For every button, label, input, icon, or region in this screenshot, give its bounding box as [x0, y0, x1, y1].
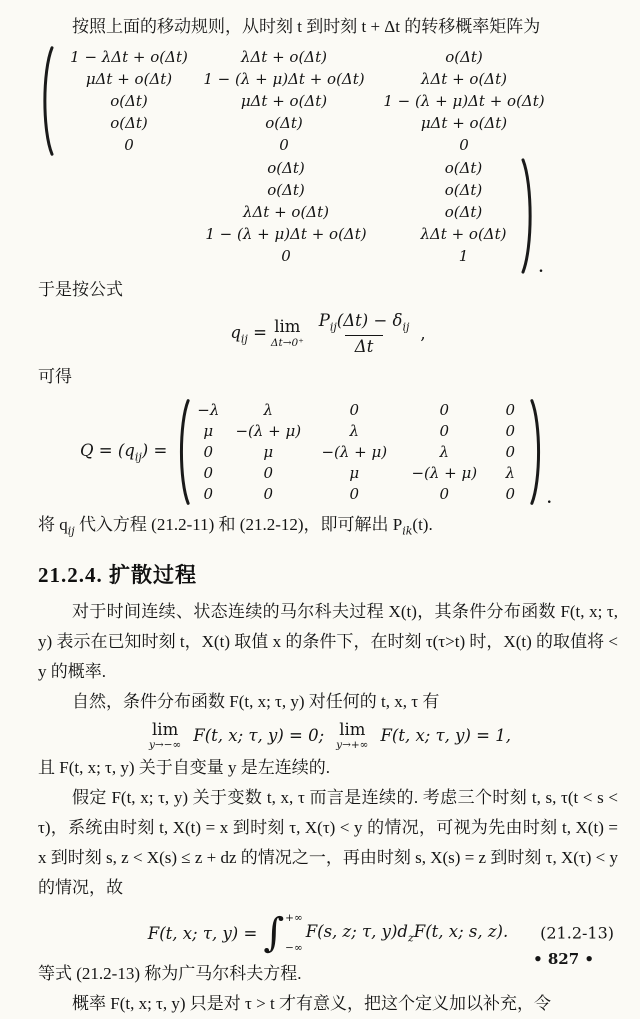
matrix-cell: λΔt + o(Δt) — [420, 70, 508, 88]
para-naturally: 自然，条件分布函数 F(t, x; τ, y) 对任何的 t, x, τ 有 — [72, 691, 440, 711]
ck-body — [306, 922, 509, 944]
matrix-cell: μΔt + o(Δt) — [240, 92, 328, 110]
num-P: P — [318, 311, 330, 330]
para-left-continuous: 且 F(t, x; τ, y) 关于自变量 y 是左连续的. — [38, 758, 331, 778]
qij-q-sub: ij — [240, 331, 248, 345]
transition-matrix-lower-block — [166, 157, 618, 275]
matrix-row — [166, 201, 521, 223]
matrix-cell: λ — [439, 443, 450, 462]
matrix-cell: 0 — [439, 422, 450, 441]
matrix-left-paren-icon — [38, 45, 54, 157]
matrix-row — [54, 134, 564, 156]
lim-subscript-2: y→+∞ — [336, 739, 369, 751]
matrix-cell: o(Δt) — [444, 203, 483, 221]
matrix-cell: 0 — [263, 485, 274, 504]
q-matrix-period: . — [547, 490, 552, 508]
limit-body-1: F(t, x; τ, y) = 0; — [193, 726, 325, 746]
qij-lhs — [230, 323, 267, 345]
matrix-cell: o(Δt) — [110, 92, 148, 110]
para-substitute — [38, 510, 618, 546]
para-probability-note: 概率 F(t, x; τ, y) 只是对 τ > t 才有意义，把这个定义加以补充，令 — [72, 994, 551, 1014]
matrix-row — [54, 68, 564, 90]
matrix-cell: o(Δt) — [444, 159, 483, 177]
transition-matrix-left-columns — [54, 46, 564, 156]
matrix-cell: λΔt + o(Δt) — [240, 48, 328, 66]
matrix-cell: 0 — [263, 464, 274, 483]
matrix-cell: 1 − (λ + μ)Δt + o(Δt) — [383, 92, 545, 110]
para-assume: 假定 F(t, x; τ, y) 关于变数 t, x, τ 而言是连续的. 考虑三个时刻 t, s, τ(t < s < τ)，系统由时刻 t, X(t) = x 到时刻 τ, X(τ) < y 的情况，可视为先由时刻 t, X(t) = x 到时刻 s, z < X(s) ≤ z + dz 的情况之一，再由时刻 s, X(s) = z 到时刻 τ, X(τ) < y 的情况，故 — [38, 788, 618, 898]
para-intro: 按照上面的移动规则，从时刻 t 到时刻 t + Δt 的转移概率矩阵为 — [72, 17, 541, 36]
para-then: 于是按公式 — [38, 280, 123, 299]
matrix-cell: −(λ + μ) — [411, 464, 478, 483]
lim-word-2: lim — [339, 719, 366, 739]
subst-sub1: ij — [67, 524, 75, 538]
matrix-cell: o(Δt) — [110, 114, 148, 132]
matrix-cell: μΔt + o(Δt) — [420, 114, 508, 132]
lim-word-1: lim — [152, 719, 179, 739]
matrix-cell: λ — [505, 464, 516, 483]
matrix-row — [54, 46, 564, 68]
matrix-cell: μ — [263, 443, 274, 462]
num-mid: (Δt) − δ — [336, 311, 403, 330]
matrix-cell: μΔt + o(Δt) — [85, 70, 173, 88]
lim-subscript: Δt→0⁺ — [270, 336, 304, 349]
matrix-row — [54, 112, 564, 134]
matrix-cell: −(λ + μ) — [235, 422, 302, 441]
q-matrix-line — [80, 398, 618, 506]
q-lhs-sub: ij — [134, 450, 142, 464]
ck-d-sub: z — [407, 931, 414, 945]
fraction-denominator: Δt — [345, 335, 384, 356]
matrix-cell: λΔt + o(Δt) — [420, 225, 507, 243]
limit-operator-1 — [149, 721, 181, 751]
matrix-cell: o(Δt) — [444, 181, 483, 199]
matrix-cell: μ — [349, 464, 360, 483]
matrix-right-paren-icon — [521, 157, 537, 275]
matrix-cell: λ — [263, 401, 274, 420]
num-sub1: ij — [329, 320, 337, 334]
q-matrix-lhs — [80, 441, 167, 463]
matrix-row — [190, 463, 530, 484]
limit-operator — [271, 318, 304, 348]
subst-sub2: ik — [402, 524, 413, 538]
integral-lower-bound: −∞ — [285, 942, 303, 955]
matrix-cell: 0 — [203, 485, 214, 504]
subst-1: 将 q — [38, 515, 68, 535]
lim-subscript-1: y→−∞ — [149, 739, 182, 751]
ck-body-2: F(t, x; s, z). — [413, 921, 509, 941]
matrix-row — [190, 484, 530, 505]
matrix-row — [166, 245, 521, 267]
fraction-numerator — [313, 311, 416, 335]
matrix-cell: 0 — [281, 247, 291, 265]
formula-qij — [38, 311, 618, 356]
matrix-cell: 1 − (λ + μ)Δt + o(Δt) — [205, 225, 367, 243]
q-matrix-left-paren-icon — [175, 398, 190, 506]
matrix-cell: 0 — [349, 401, 360, 420]
matrix-cell: −λ — [197, 401, 220, 420]
integral-sign: ∫ — [263, 910, 285, 957]
matrix-row — [190, 442, 530, 463]
matrix-cell: 0 — [439, 485, 450, 504]
q-matrix-right-paren-icon — [530, 398, 545, 506]
transition-matrix-right-columns — [166, 157, 521, 275]
matrix-cell: 1 − λΔt + o(Δt) — [70, 48, 188, 66]
matrix-cell: 0 — [505, 422, 516, 441]
matrix-cell: 0 — [459, 136, 469, 154]
subst-3: (t). — [412, 515, 433, 535]
integral-bounds — [285, 911, 303, 955]
limit-operator-2 — [336, 721, 368, 751]
matrix-cell: o(Δt) — [265, 114, 303, 132]
lim-word: lim — [274, 317, 301, 337]
transition-matrix-upper-block — [38, 45, 618, 157]
matrix-cell: 0 — [505, 485, 516, 504]
page-number: • 827 • — [533, 950, 594, 968]
matrix-cell: λΔt + o(Δt) — [242, 203, 330, 221]
q-lhs-2: ) = — [141, 441, 168, 461]
matrix-period: . — [539, 259, 543, 276]
matrix-cell: μ — [203, 422, 214, 441]
section-heading: 21.2.4. 扩散过程 — [38, 562, 197, 587]
matrix-row — [166, 223, 521, 245]
para-equation-name: 等式 (21.2-13) 称为广马尔科夫方程. — [38, 964, 302, 984]
matrix-cell: 0 — [349, 485, 360, 504]
matrix-row — [166, 179, 521, 201]
matrix-row — [166, 157, 521, 179]
ck-lhs: F(t, x; τ, y) = — [147, 923, 258, 943]
para-diffusion-intro: 对于时间连续、状态连续的马尔科夫过程 X(t)，其条件分布函数 F(t, x; τ, y) 表示在已知时刻 t，X(t) 取值 x 的条件下，在时刻 τ(τ>t) 时，X(t) 的取值将 < y 的概率. — [38, 601, 618, 681]
q-matrix-body — [190, 400, 530, 505]
matrix-cell: 0 — [124, 136, 134, 154]
matrix-cell: o(Δt) — [267, 159, 305, 177]
q-lhs-1: Q = (q — [80, 441, 135, 461]
integral-upper-bound: +∞ — [285, 912, 303, 925]
formula-limits — [38, 721, 618, 751]
num-sub2: ij — [402, 320, 410, 334]
matrix-cell: 0 — [505, 401, 516, 420]
matrix-row — [190, 421, 530, 442]
para-kede: 可得 — [38, 367, 72, 387]
matrix-cell: 1 — [458, 247, 469, 265]
matrix-cell: 0 — [439, 401, 450, 420]
matrix-cell: 0 — [279, 136, 289, 154]
matrix-cell: o(Δt) — [267, 181, 305, 199]
limit-body-2: F(t, x; τ, y) = 1, — [380, 726, 511, 746]
qij-q: q — [230, 322, 241, 342]
equation-number: (21.2-13) — [540, 923, 614, 943]
fraction — [313, 311, 416, 356]
qij-equals: = — [253, 322, 267, 342]
matrix-row — [54, 90, 564, 112]
ck-body-1: F(s, z; τ, y)d — [305, 921, 408, 941]
subst-2: 代入方程 (21.2-11) 和 (21.2-12)，即可解出 P — [74, 515, 403, 535]
matrix-cell: 0 — [203, 443, 214, 462]
matrix-cell: 1 − (λ + μ)Δt + o(Δt) — [203, 70, 365, 88]
formula-trailing-comma: , — [420, 324, 426, 344]
matrix-cell: 0 — [505, 443, 516, 462]
matrix-cell: λ — [349, 422, 360, 441]
matrix-cell: o(Δt) — [445, 48, 483, 66]
matrix-cell: −(λ + μ) — [321, 443, 388, 462]
matrix-cell: 0 — [203, 464, 214, 483]
matrix-row — [190, 400, 530, 421]
formula-chapman-kolmogorov — [38, 911, 618, 955]
